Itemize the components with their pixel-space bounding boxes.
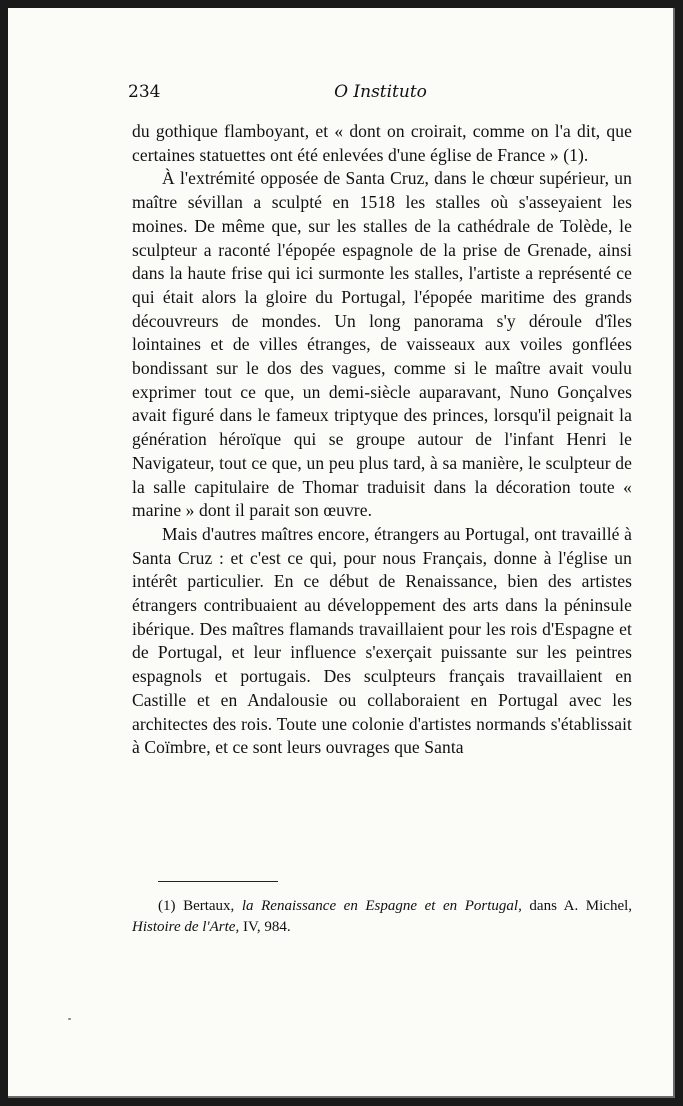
paragraph-foreign-masters: Mais d'autres maîtres encore, étrangers au Portugal, ont travaillé à Santa Cruz : et c'est ce qui, pour nous Français, donne à l'église un intérêt particulier. En ce début de Renaissance, bien des artistes étrangers contribuaient au développement des arts dans la péninsule ibérique. Des maîtres flamands travaillaient pour les rois d'Espagne et de Portugal, et leur influence s'exerçait puissante sur les peintres espagnols et portugais. Des sculpteurs français travaillaient en Castille et en Andalousie ou collaboraient en Portugal avec les architectes des rois. Toute une colonie d'artistes normands s'établissait à Coïmbre, et ce sont leurs ouvrages que Santa [132,523,632,758]
paragraph-santa-cruz-stalls: À l'extrémité opposée de Santa Cruz, dans le chœur supérieur, un maître sévillan a sculpté en 1518 les stalles où s'asseyaient les moines. De même que, sur les stalles de la cathédrale de Tolède, le sculpteur a raconté l'épopée espagnole de la prise de Grenade, ainsi dans la haute frise qui ici surmonte les stalles, l'artiste a représenté ce qui était alors la gloire du Portugal, l'épopée maritime des grands découvreurs de mondes. Un long panorama s'y déroule d'îles lointaines et de villes étranges, de vaisseaux aux voiles gonflées bondissant sur le dos des vagues, comme si le maître avait voulu exprimer tout ce que, un demi-siècle auparavant, Nuno Gonçalves avait figuré dans le fameux triptyque des princes, lorsqu'il peignait la génération héroïque qui se groupe autour de l'infant Henri le Navigateur, tout ce que, un peu plus tard, à sa manière, le sculpteur de la salle capitulaire de Thomar traduisit dans la décoration toute « marine » dont il parait son œuvre. [132,168,632,521]
footnote-mid: dans A. Michel, [529,898,633,914]
footnote-work: Histoire de l'Arte, [132,919,240,935]
footnote [132,896,632,938]
paper-speck [68,1018,71,1020]
page-number: 234 [128,82,161,102]
book-page [8,8,675,1098]
footnote-marker: (1) [158,898,176,914]
footnote-divider [158,881,278,882]
page-header [128,82,633,108]
footnote-ref: IV, 984. [242,919,291,935]
footnote-title: la Renaissance en Espagne et en Portugal, [241,898,522,914]
body-text [132,120,632,760]
footnote-author: Bertaux, [183,898,235,914]
paragraph-continuation: du gothique flamboyant, et « dont on croirait, comme on l'a dit, que certaines statuettes ont été enlevées d'une église de France » (1). [132,121,632,165]
running-title: O Instituto [334,82,427,102]
